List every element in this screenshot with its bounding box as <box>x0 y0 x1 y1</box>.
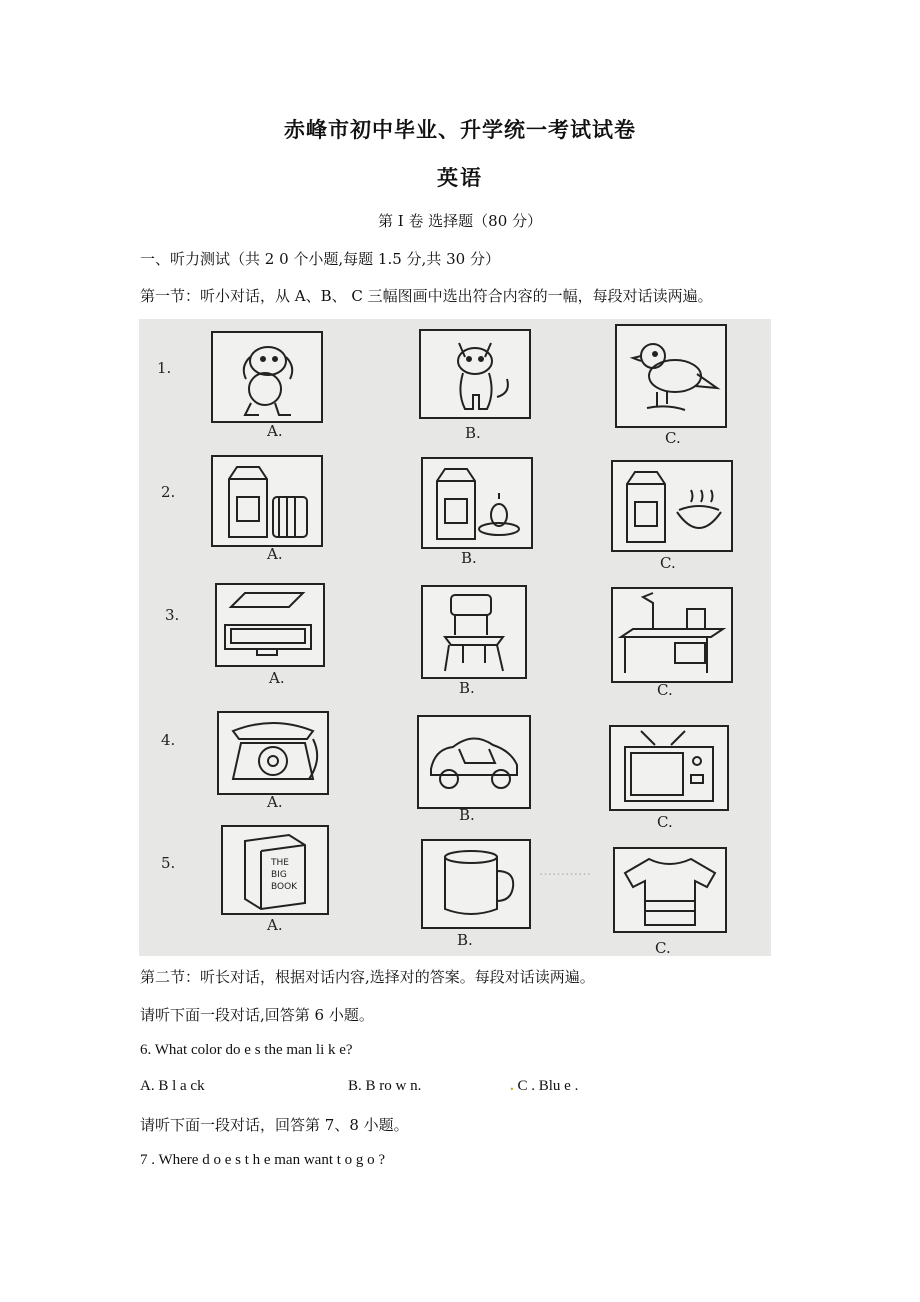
option-6a: A. B l a ck <box>140 1078 205 1094</box>
question-7: 7 . Where d o e s t h e man want t o g o ? <box>140 1152 386 1168</box>
section-heading: 一、听力测试（共 2 0 个小题,每题 1.5 分,共 30 分） <box>140 250 500 268</box>
part1-instruction: 第一节：听小对话，从 A、B、 C 三幅图画中选出符合内容的一幅，每段对话读两遍。 <box>140 287 713 305</box>
book-cover-text-3: BOOK <box>271 882 298 892</box>
dog-icon <box>211 331 323 423</box>
book-cover-text-1: THE <box>271 858 289 868</box>
option-c-label: C. <box>655 939 671 956</box>
option-b-label: B. <box>465 424 481 442</box>
row-number: 5. <box>161 854 176 872</box>
picture-question-figure: ………… 1. A. B. C. 2. A. B. C. 3. A. B. C. 4. A. B. C. 5. THE BIG BOOK A. B. C. <box>139 319 771 956</box>
option-6b: B. B ro w n. <box>348 1078 422 1094</box>
telephone-icon <box>217 711 329 795</box>
question6-instruction: 请听下面一段对话,回答第 6 小题。 <box>140 1006 374 1024</box>
option-6c-row <box>510 1078 578 1095</box>
pencil-box-icon <box>215 583 325 667</box>
milk-bread-icon <box>211 455 323 547</box>
tshirt-icon <box>613 847 727 933</box>
option-c-label: C. <box>657 681 673 699</box>
tv-icon <box>609 725 729 811</box>
option-6c: C . Blu e . <box>517 1078 579 1094</box>
book-cover-text-2: BIG <box>271 870 287 880</box>
bird-icon <box>615 324 727 428</box>
option-c-label: C. <box>657 813 673 831</box>
row-number: 2. <box>161 483 176 501</box>
subject-title: 英语 <box>437 166 483 190</box>
milk-egg-icon <box>421 457 533 549</box>
row-number: 3. <box>165 606 180 624</box>
option-a-label: A. <box>267 793 283 811</box>
book-icon <box>221 825 329 915</box>
part2-instruction: 第二节：听长对话，根据对话内容,选择对的答案。每段对话读两遍。 <box>140 968 595 986</box>
option-b-label: B. <box>457 931 473 949</box>
milk-rice-icon <box>611 460 733 552</box>
option-b-label: B. <box>459 679 475 697</box>
cup-icon <box>421 839 531 929</box>
car-icon <box>417 715 531 809</box>
desk-icon <box>611 587 733 683</box>
question-6: 6. What color do e s the man li k e? <box>140 1042 353 1058</box>
marker-dot: . <box>510 1078 514 1094</box>
volume-heading: 第 I 卷 选择题（80 分） <box>377 212 543 230</box>
option-a-label: A. <box>267 422 283 440</box>
option-b-label: B. <box>461 549 477 567</box>
row-number: 4. <box>161 731 176 749</box>
option-a-label: A. <box>267 916 283 934</box>
option-c-label: C. <box>660 554 676 572</box>
option-c-label: C. <box>665 429 681 447</box>
exam-title: 赤峰市初中毕业、升学统一考试试卷 <box>284 118 636 142</box>
option-a-label: A. <box>269 669 285 687</box>
option-a-label: A. <box>267 545 283 563</box>
row-number: 1. <box>157 359 172 377</box>
question78-instruction: 请听下面一段对话，回答第 7、8 小题。 <box>140 1116 409 1134</box>
chair-icon <box>421 585 527 679</box>
cat-icon <box>419 329 531 419</box>
option-b-label: B. <box>459 806 475 824</box>
